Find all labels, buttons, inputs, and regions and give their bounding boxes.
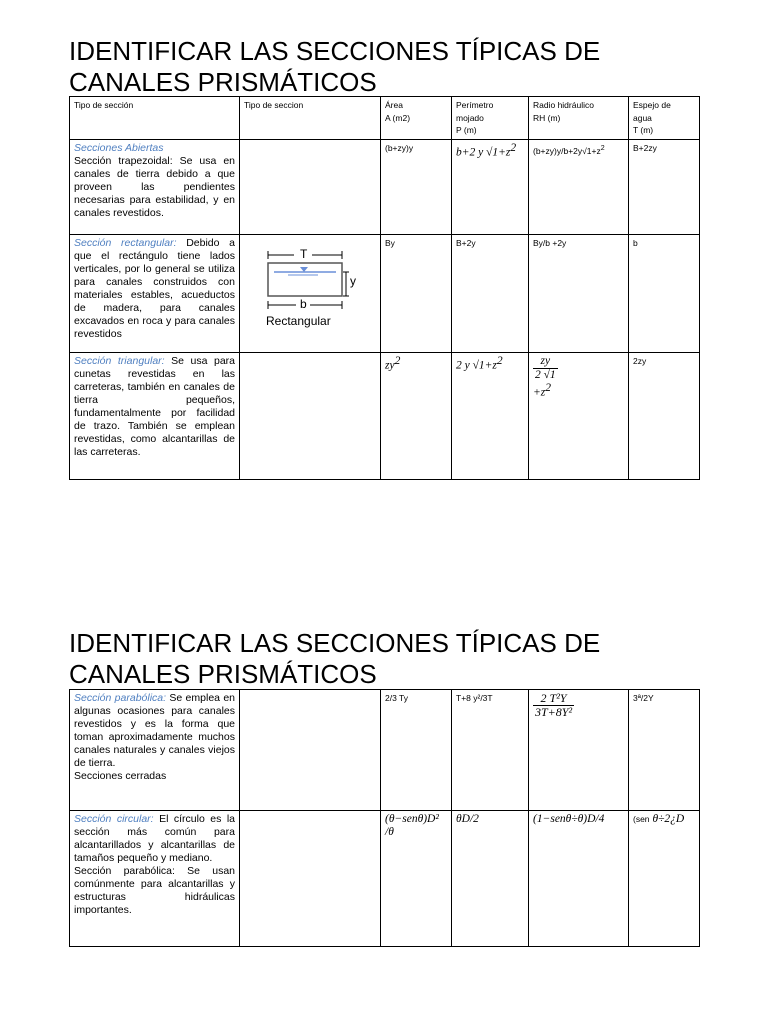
espejo-cell: 2zy (629, 352, 700, 479)
page-title (69, 36, 600, 98)
header-cell: Área A (m2) (381, 97, 452, 140)
rh-cell: $\frac{zy}{2 √1}$ $+z^2$ (529, 352, 629, 479)
section-subheading: Secciones cerradas (74, 770, 167, 782)
espejo-cell: (sen θ÷2¿D (629, 811, 700, 947)
rh-cell: $(b+zy)y/b+2y√1+z^2$ (529, 139, 629, 234)
title-line-1: IDENTIFICAR LAS SECCIONES TÍPICAS DE (69, 36, 601, 66)
diagram-cell (240, 690, 381, 811)
header-cell: Espejo de agua T (m) (629, 97, 700, 140)
diagram-label-top: T (300, 246, 308, 261)
perimeter-cell: 2 y $√1+z^2$ (452, 352, 529, 479)
section-label: Sección rectangular: (74, 236, 177, 249)
espejo-cell: 3ª/2Y (629, 690, 700, 811)
rh-cell: $\frac{\text{2 T²Y}}{\text{3T+8Y²}}$ (529, 690, 629, 811)
section-label: Sección circular: (74, 813, 154, 825)
table-row (70, 690, 700, 811)
section-text-2: Sección parabólica: Se usan comúnmente para alcantarillas y estructuras hidráulicas importantes. (74, 865, 235, 916)
area-cell: (b+zy)y (381, 139, 452, 234)
area-cell: $zy^2$ (381, 352, 452, 479)
diagram-cell (240, 234, 381, 352)
sections-table-2 (69, 689, 700, 947)
section-label: Secciones Abiertas (74, 141, 164, 154)
table-header-row (70, 97, 700, 140)
section-description (70, 139, 240, 234)
section-text: Debido a que el rectángulo tiene lados verticales, por lo general se utiliza para canales construidos con materiales estables, acueductos de madera, para canales excavados en roca y para canales revestidos (74, 236, 236, 340)
section-text: Se usa para cunetas revestidas en las carreteras, también en canales de tierra pequeños, fundamentalmente por facilidad de trazo. También se emplean revestidas, como alcantarillas de las carreteras. (74, 354, 236, 458)
espejo-cell: B+2zy (629, 139, 700, 234)
diagram-label-side: y (350, 273, 356, 288)
perimeter-cell: T+8 y²/3T (452, 690, 529, 811)
header-cell: Radio hidráulico RH (m) (529, 97, 629, 140)
title-line-2: CANALES PRISMÁTICOS (69, 67, 377, 97)
diagram-cell (240, 352, 381, 479)
sections-table-1 (69, 96, 700, 480)
section-description (70, 234, 240, 352)
page-title-2 (69, 628, 600, 690)
section-text: El círculo es la sección más común para alcantarillados y alcantarillas de tamaños pequeño y mediano. (74, 813, 236, 864)
section-text: Sección trapezoidal: Se usa en canales de tierra debido a que proveen las pendientes necesarias para estabilidad, y en canales revestidos. (74, 154, 235, 219)
area-cell: By (381, 234, 452, 352)
rh-cell: By/b +2y (529, 234, 629, 352)
diagram-caption: Rectangular (266, 313, 331, 328)
table-row (70, 811, 700, 947)
table-row (70, 234, 700, 352)
table-row (70, 139, 700, 234)
perimeter-cell: B+2y (452, 234, 529, 352)
section-description (70, 811, 240, 947)
diagram-cell (240, 139, 381, 234)
espejo-cell: b (629, 234, 700, 352)
table-row (70, 352, 700, 479)
header-cell: Perímetro mojado P (m) (452, 97, 529, 140)
perimeter-cell: b+2 y $√1+z^2$ (452, 139, 529, 234)
area-cell: 2/3 Ty (381, 690, 452, 811)
area-cell: (θ−senθ)D² /θ (381, 811, 452, 947)
header-cell: Tipo de seccion (240, 97, 381, 140)
section-description (70, 690, 240, 811)
section-text: Se emplea en algunas ocasiones para canales revestidos y es la forma que toman aproximadamente muchos canales naturales y canales viejos de tierra. (74, 692, 236, 769)
diagram-cell (240, 811, 381, 947)
section-description (70, 352, 240, 479)
title-line-2: CANALES PRISMÁTICOS (69, 659, 377, 689)
rectangular-section-diagram (266, 243, 366, 329)
perimeter-cell: θD/2 (452, 811, 529, 947)
rh-cell: (1−senθ÷θ)D/4 (529, 811, 629, 947)
diagram-label-bottom: b (300, 296, 307, 311)
section-label: Sección triangular: (74, 354, 165, 367)
header-cell: Tipo de sección (70, 97, 240, 140)
section-label: Sección parabólica: (74, 692, 167, 704)
title-line-1: IDENTIFICAR LAS SECCIONES TÍPICAS DE (69, 628, 601, 658)
